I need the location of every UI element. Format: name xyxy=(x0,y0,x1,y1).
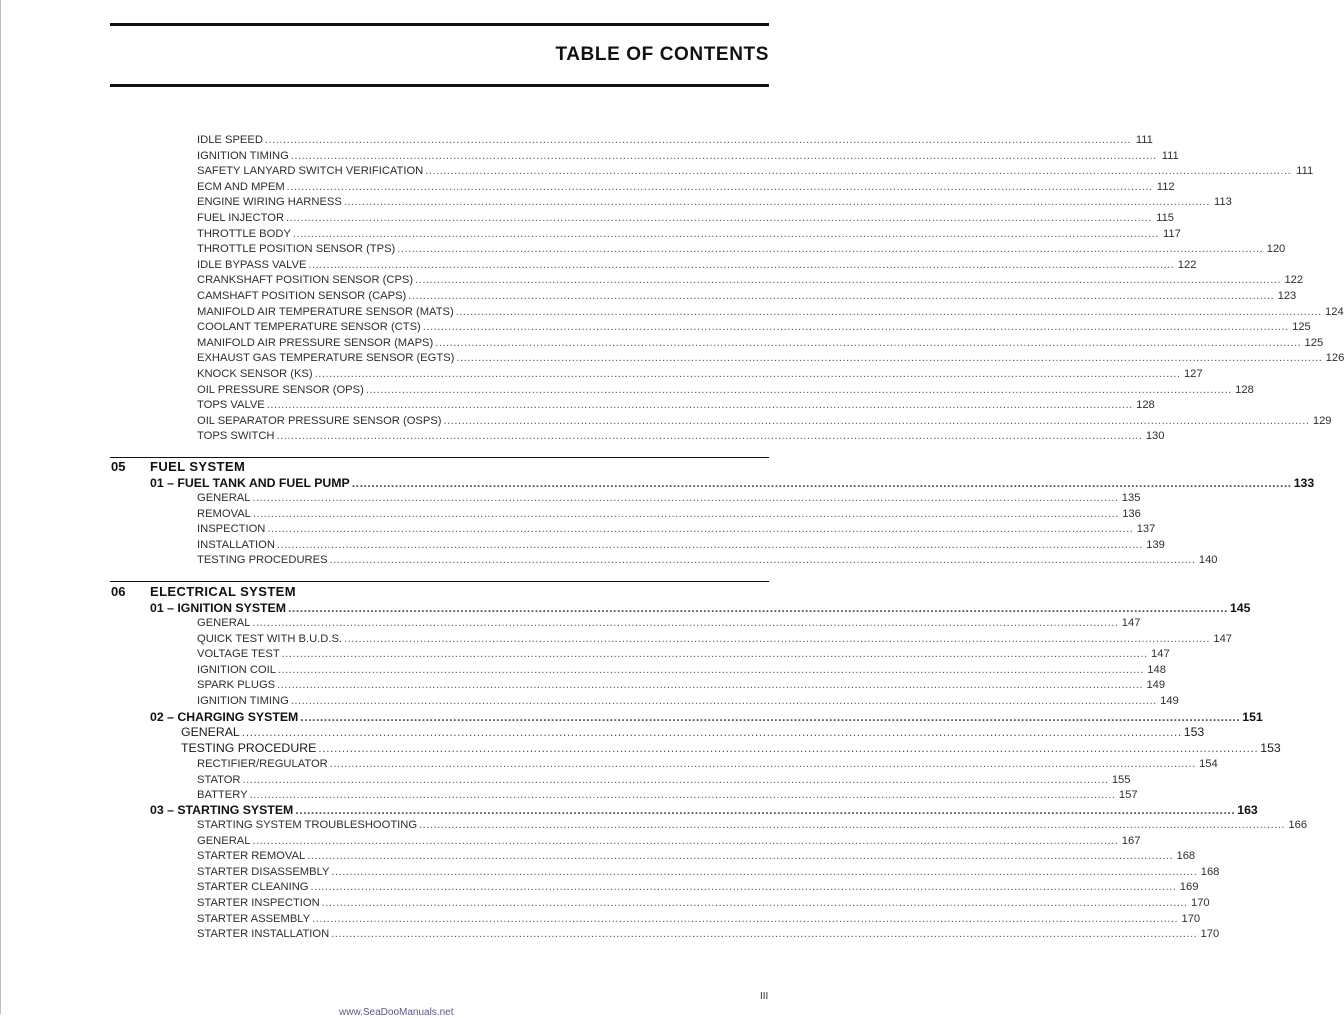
dot-leader: ................................................................................................................................................................................................................................................ xyxy=(276,430,1143,443)
dot-leader: ................................................................................................................................................................................................................................................ xyxy=(286,212,1153,224)
page-number: III xyxy=(760,991,769,1002)
toc-entry[interactable] xyxy=(197,196,1232,211)
toc-entry[interactable] xyxy=(197,538,1165,554)
entry-page-number: 129 xyxy=(1312,414,1332,427)
entry-page-number: 151 xyxy=(1242,710,1263,724)
entry-label: TOPS VALVE xyxy=(197,399,265,412)
dot-leader: ................................................................................................................................................................................................................................................ xyxy=(343,196,1210,209)
dot-leader: ................................................................................................................................................................................................................................................ xyxy=(286,180,1153,193)
toc-entry[interactable] xyxy=(197,212,1175,227)
entry-label: STARTER INSTALLATION xyxy=(197,928,330,941)
entry-page-number: 117 xyxy=(1163,227,1181,240)
entry-label: MANIFOLD AIR TEMPERATURE SENSOR (MATS) xyxy=(197,305,454,318)
entry-label: QUICK TEST WITH B.U.D.S. xyxy=(197,632,343,645)
entry-label: CRANKSHAFT POSITION SENSOR (CPS) xyxy=(197,274,414,287)
entry-page-number: 169 xyxy=(1179,881,1199,894)
entry-label: TOPS SWITCH xyxy=(197,430,275,443)
toc-entry[interactable] xyxy=(197,243,1286,258)
entry-page-number: 135 xyxy=(1121,492,1141,504)
dot-leader: ................................................................................................................................................................................................................................................ xyxy=(264,134,1131,146)
entry-page-number: 147 xyxy=(1213,632,1233,645)
entry-page-number: 133 xyxy=(1293,476,1315,490)
entry-label: REMOVAL xyxy=(197,507,251,520)
toc-entry[interactable] xyxy=(197,663,1166,679)
entry-page-number: 112 xyxy=(1156,180,1175,193)
toc-entry[interactable] xyxy=(197,617,1141,632)
entry-page-number: 157 xyxy=(1118,789,1138,802)
entry-page-number: 120 xyxy=(1266,243,1286,256)
entry-page-number: 170 xyxy=(1181,912,1201,925)
toc-entry[interactable] xyxy=(197,758,1218,773)
entry-page-number: 111 xyxy=(1135,134,1153,146)
entry-label: INSTALLATION xyxy=(197,538,275,551)
dot-leader: ................................................................................................................................................................................................................................................ xyxy=(321,897,1188,909)
toc-entry[interactable] xyxy=(197,165,1314,180)
entry-page-number: 153 xyxy=(1260,741,1281,755)
dot-leader: ................................................................................................................................................................................................................................................ xyxy=(329,554,1196,567)
toc-entry[interactable] xyxy=(197,834,1141,850)
toc-entry[interactable] xyxy=(197,881,1199,896)
dot-leader: ................................................................................................................................................................................................................................................ xyxy=(252,492,1119,504)
entry-label: TESTING PROCEDURES xyxy=(197,554,328,567)
toc-entry[interactable] xyxy=(197,290,1297,305)
entry-label: COOLANT TEMPERATURE SENSOR (CTS) xyxy=(197,321,421,334)
dot-leader: ................................................................................................................................................................................................................................................ xyxy=(252,834,1119,847)
entry-label: MANIFOLD AIR PRESSURE SENSOR (MAPS) xyxy=(197,336,434,349)
footer-url[interactable]: www.SeaDooManuals.net xyxy=(339,1007,454,1018)
entry-label: SPARK PLUGS xyxy=(197,679,276,692)
entry-label: STARTER CLEANING xyxy=(197,881,309,894)
entry-page-number: 136 xyxy=(1122,507,1141,520)
entry-page-number: 127 xyxy=(1183,368,1203,380)
dot-leader: ................................................................................................................................................................................................................................................ xyxy=(408,290,1275,302)
entry-page-number: 115 xyxy=(1156,212,1175,224)
toc-chapter[interactable] xyxy=(150,710,1263,726)
entry-page-number: 113 xyxy=(1213,196,1232,209)
entry-page-number: 154 xyxy=(1199,758,1218,770)
entry-page-number: 170 xyxy=(1200,928,1220,941)
toc-entry[interactable] xyxy=(197,383,1254,399)
dot-leader: ................................................................................................................................................................................................................................................ xyxy=(329,758,1196,770)
entry-label: STATOR xyxy=(197,773,241,786)
toc-subsection[interactable] xyxy=(181,725,1205,741)
entry-page-number: 145 xyxy=(1229,601,1251,615)
dot-leader: ................................................................................................................................................................................................................................................ xyxy=(310,881,1177,894)
toc-entry[interactable] xyxy=(197,274,1304,289)
entry-page-number: 149 xyxy=(1160,695,1179,707)
dot-leader: ................................................................................................................................................................................................................................................ xyxy=(331,865,1198,878)
entry-page-number: 166 xyxy=(1288,819,1308,831)
dot-leader: ................................................................................................................................................................................................................................................ xyxy=(312,912,1179,925)
entry-page-number: 123 xyxy=(1277,290,1297,302)
toc-chapter[interactable] xyxy=(150,476,1315,492)
entry-label: THROTTLE POSITION SENSOR (TPS) xyxy=(197,243,396,256)
entry-label: GENERAL xyxy=(181,725,240,739)
dot-leader: ................................................................................................................................................................................................................................................ xyxy=(249,789,1116,802)
toc-entry[interactable] xyxy=(197,632,1233,648)
entry-label: EXHAUST GAS TEMPERATURE SENSOR (EGTS) xyxy=(197,352,455,365)
dot-leader: ................................................................................................................................................................................................................................................ xyxy=(435,336,1302,349)
entry-page-number: 111 xyxy=(1161,149,1179,162)
entry-label: IGNITION TIMING xyxy=(197,149,289,162)
entry-page-number: 149 xyxy=(1146,679,1166,692)
section-number: 06 xyxy=(111,584,126,599)
entry-page-number: 126 xyxy=(1325,352,1344,365)
dot-leader: ................................................................................................................................................................................................................................................ xyxy=(307,850,1174,863)
entry-page-number: 147 xyxy=(1151,648,1170,661)
dot-leader: ................................................................................................................................................................................................................................................ xyxy=(314,368,1181,380)
dot-leader: ................................................................................................................................................................................................................................................ xyxy=(419,819,1286,831)
dot-leader: ................................................................................................................................................................................................................................................ xyxy=(252,507,1119,520)
section-rule xyxy=(110,457,769,458)
toc-entry[interactable] xyxy=(197,679,1166,694)
entry-page-number: 168 xyxy=(1176,850,1196,863)
entry-page-number: 124 xyxy=(1325,305,1344,318)
section-number: 05 xyxy=(111,459,126,474)
entry-label: RECTIFIER/REGULATOR xyxy=(197,758,328,770)
toc-entry[interactable] xyxy=(197,149,1179,165)
toc-entry[interactable] xyxy=(197,912,1201,928)
toc-entry[interactable] xyxy=(197,227,1181,243)
entry-page-number: 147 xyxy=(1121,617,1141,629)
toc-entry[interactable] xyxy=(197,414,1332,430)
entry-label: STARTER INSPECTION xyxy=(197,897,320,909)
toc-chapter[interactable] xyxy=(150,803,1258,819)
entry-page-number: 153 xyxy=(1183,725,1205,739)
entry-label: INSPECTION xyxy=(197,523,266,536)
entry-page-number: 163 xyxy=(1237,803,1258,817)
entry-label: STARTING SYSTEM TROUBLESHOOTING xyxy=(197,819,418,831)
header-rule-bottom xyxy=(110,84,769,87)
entry-page-number: 125 xyxy=(1304,336,1324,349)
toc-entry[interactable] xyxy=(197,695,1179,710)
entry-label: IGNITION COIL xyxy=(197,663,276,676)
entry-page-number: 130 xyxy=(1145,430,1165,443)
entry-page-number: 128 xyxy=(1235,383,1254,396)
toc-entry[interactable] xyxy=(197,897,1210,912)
dot-leader: ................................................................................................................................................................................................................................................ xyxy=(281,648,1148,661)
entry-page-number: 137 xyxy=(1136,523,1156,536)
entry-label: BATTERY xyxy=(197,789,248,802)
dot-leader: ................................................................................................................................................................................................................................................ xyxy=(277,663,1144,676)
toc-entry[interactable] xyxy=(197,523,1156,538)
toc-entry[interactable] xyxy=(197,507,1141,523)
dot-leader: ................................................................................................................................................................................................................................................ xyxy=(425,165,1292,178)
dot-leader: ................................................................................................................................................................................................................................................ xyxy=(252,617,1119,629)
toc-entry[interactable] xyxy=(197,352,1344,367)
dot-leader: ................................................................................................................................................................................................................................................ xyxy=(276,538,1143,551)
entry-label: OIL SEPARATOR PRESSURE SENSOR (OSPS) xyxy=(197,414,442,427)
dot-leader: ................................................................................................................................................................................................................................................ xyxy=(344,632,1211,645)
dot-leader: ................................................................................................................................................................................................................................................ xyxy=(290,695,1157,707)
page-edge xyxy=(0,0,1,1014)
entry-label: STARTER REMOVAL xyxy=(197,850,306,863)
section-title: FUEL SYSTEM xyxy=(150,459,246,474)
dot-leader: ................................................................................................................................................................................................................................................ xyxy=(292,227,1159,240)
entry-label: CAMSHAFT POSITION SENSOR (CAPS) xyxy=(197,290,407,302)
entry-label: IGNITION TIMING xyxy=(197,695,289,707)
entry-page-number: 122 xyxy=(1284,274,1304,287)
entry-label: IDLE SPEED xyxy=(197,134,263,146)
header-rule-top xyxy=(110,23,769,26)
entry-label: STARTER ASSEMBLY xyxy=(197,912,311,925)
entry-label: 02 – CHARGING SYSTEM xyxy=(150,710,299,724)
dot-leader: ................................................................................................................................................................................................................................................ xyxy=(456,352,1323,365)
dot-leader: ................................................................................................................................................................................................................................................ xyxy=(415,274,1282,287)
entry-label: THROTTLE BODY xyxy=(197,227,291,240)
toc-entry[interactable] xyxy=(197,648,1170,663)
toc-entry[interactable] xyxy=(197,789,1138,804)
toc-chapter[interactable] xyxy=(150,601,1251,617)
entry-label: ENGINE WIRING HARNESS xyxy=(197,196,342,209)
entry-page-number: 167 xyxy=(1121,834,1141,847)
dot-leader: ................................................................................................................................................................................................................................................ xyxy=(318,741,1259,755)
entry-label: KNOCK SENSOR (KS) xyxy=(197,368,313,380)
toc-entry[interactable] xyxy=(197,399,1155,414)
dot-leader: ................................................................................................................................................................................................................................................ xyxy=(266,399,1133,412)
dot-leader: ................................................................................................................................................................................................................................................ xyxy=(267,523,1134,536)
toc-entry[interactable] xyxy=(197,180,1175,196)
entry-label: STARTER DISASSEMBLY xyxy=(197,865,330,878)
dot-leader: ................................................................................................................................................................................................................................................ xyxy=(290,149,1157,162)
entry-label: 03 – STARTING SYSTEM xyxy=(150,803,294,817)
section-title: ELECTRICAL SYSTEM xyxy=(150,584,296,599)
entry-page-number: 125 xyxy=(1292,321,1311,334)
toc-entry[interactable] xyxy=(197,336,1324,352)
toc-entry[interactable] xyxy=(197,258,1197,274)
toc-entry[interactable] xyxy=(197,134,1153,149)
toc-entry[interactable] xyxy=(197,865,1220,881)
entry-label: 01 – FUEL TANK AND FUEL PUMP xyxy=(150,476,350,490)
entry-page-number: 168 xyxy=(1200,865,1220,878)
entry-label: 01 – IGNITION SYSTEM xyxy=(150,601,286,615)
toc-entry[interactable] xyxy=(197,321,1311,336)
toc-entry[interactable] xyxy=(197,928,1220,943)
dot-leader: ................................................................................................................................................................................................................................................ xyxy=(277,679,1144,692)
entry-page-number: 170 xyxy=(1190,897,1210,909)
entry-label: GENERAL xyxy=(197,617,251,629)
dot-leader: ................................................................................................................................................................................................................................................ xyxy=(397,243,1264,256)
dot-leader: ................................................................................................................................................................................................................................................ xyxy=(300,710,1241,724)
entry-page-number: 148 xyxy=(1147,663,1166,676)
dot-leader: ................................................................................................................................................................................................................................................ xyxy=(455,305,1322,318)
toc-entry[interactable] xyxy=(197,819,1308,834)
dot-leader: ................................................................................................................................................................................................................................................ xyxy=(331,928,1198,941)
entry-label: SAFETY LANYARD SWITCH VERIFICATION xyxy=(197,165,424,178)
page-title: TABLE OF CONTENTS xyxy=(555,44,769,65)
entry-label: IDLE BYPASS VALVE xyxy=(197,258,307,271)
toc-entry[interactable] xyxy=(197,305,1344,321)
dot-leader: ................................................................................................................................................................................................................................................ xyxy=(351,476,1292,490)
dot-leader: ................................................................................................................................................................................................................................................ xyxy=(365,383,1232,396)
entry-label: TESTING PROCEDURE xyxy=(181,741,317,755)
entry-page-number: 140 xyxy=(1198,554,1218,567)
entry-page-number: 111 xyxy=(1296,165,1314,178)
entry-page-number: 139 xyxy=(1146,538,1165,551)
toc-entry[interactable] xyxy=(197,430,1165,445)
entry-page-number: 155 xyxy=(1111,773,1131,786)
entry-label: GENERAL xyxy=(197,834,251,847)
entry-page-number: 128 xyxy=(1136,399,1155,412)
dot-leader: ................................................................................................................................................................................................................................................ xyxy=(287,601,1228,615)
dot-leader: ................................................................................................................................................................................................................................................ xyxy=(422,321,1289,334)
entry-label: FUEL INJECTOR xyxy=(197,212,285,224)
toc-entry[interactable] xyxy=(197,492,1141,507)
toc-entry[interactable] xyxy=(197,554,1218,569)
dot-leader: ................................................................................................................................................................................................................................................ xyxy=(241,725,1182,739)
dot-leader: ................................................................................................................................................................................................................................................ xyxy=(242,773,1109,786)
section-rule xyxy=(110,581,769,582)
entry-label: OIL PRESSURE SENSOR (OPS) xyxy=(197,383,364,396)
entry-label: VOLTAGE TEST xyxy=(197,648,280,661)
dot-leader: ................................................................................................................................................................................................................................................ xyxy=(443,414,1310,427)
toc-entry[interactable] xyxy=(197,773,1131,789)
toc-entry[interactable] xyxy=(197,368,1203,383)
toc-entry[interactable] xyxy=(197,850,1196,865)
dot-leader: ................................................................................................................................................................................................................................................ xyxy=(295,803,1236,817)
entry-page-number: 122 xyxy=(1177,258,1197,271)
dot-leader: ................................................................................................................................................................................................................................................ xyxy=(308,258,1175,271)
entry-label: ECM AND MPEM xyxy=(197,180,285,193)
toc-subsection[interactable] xyxy=(181,741,1281,757)
entry-label: GENERAL xyxy=(197,492,251,504)
